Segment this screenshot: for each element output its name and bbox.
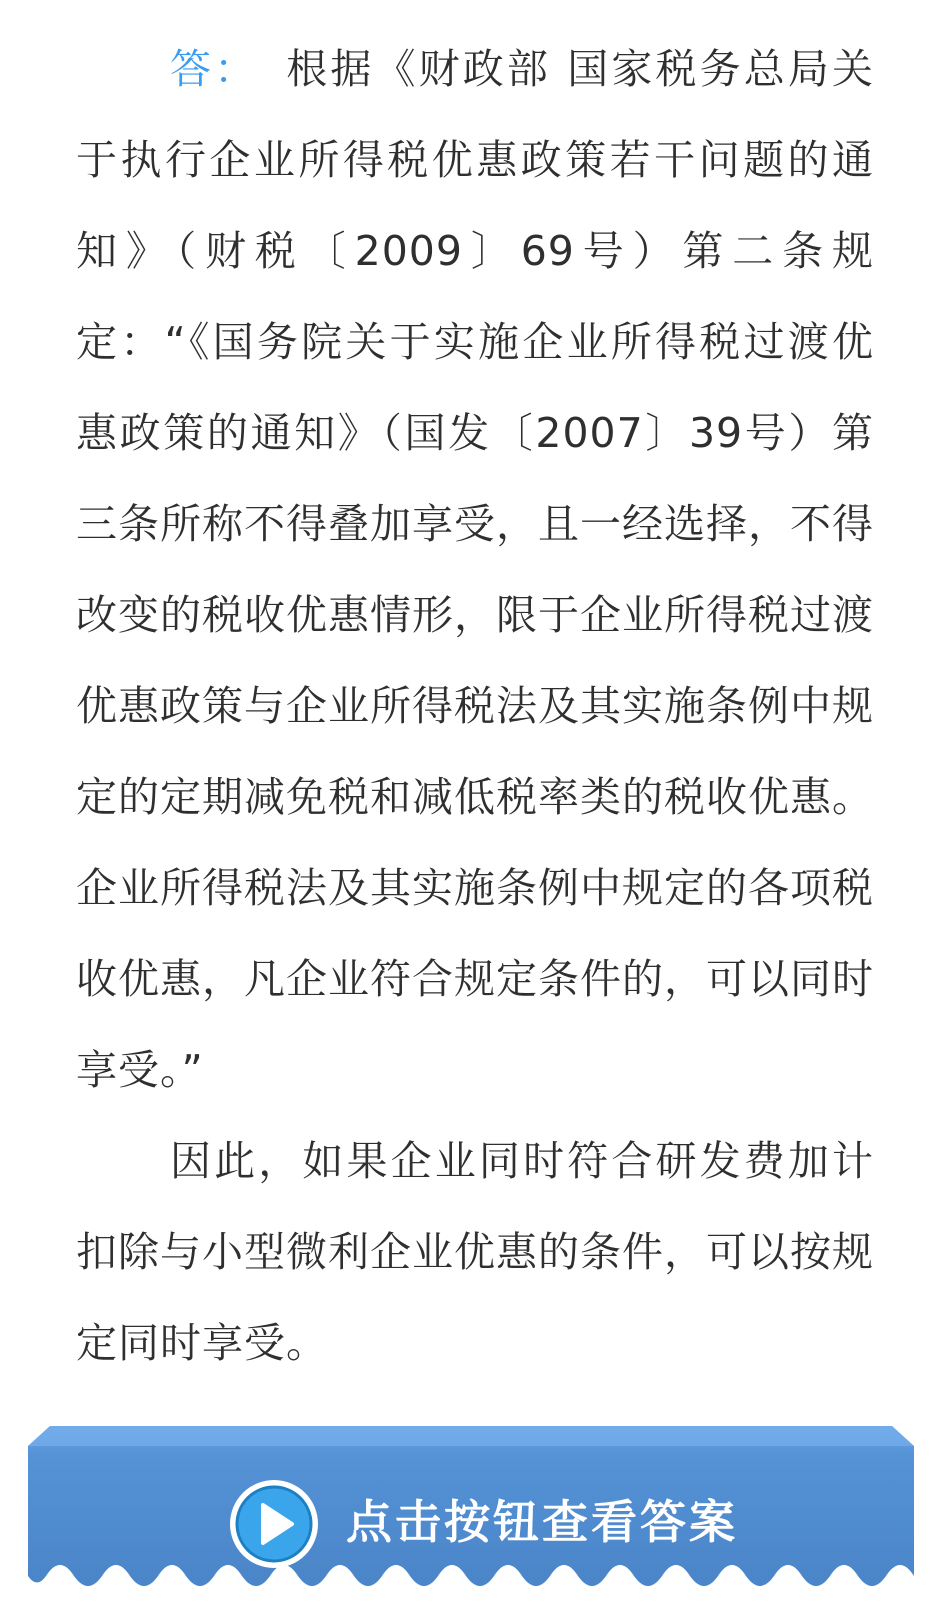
answer-text: 根据《财政部 国家税务总局关于执行企业所得税优惠政策若干问题的通知》（财税〔2009〕69号）第二条规定：“《国务院关于实施企业所得税过渡优惠政策的通知》（国发〔2007〕39号）第三条所称不得叠加享受，且一经选择，不得改变的税收优惠情形，限于企业所得税过渡优惠政策与企业所得税法及其实施条例中规定的定期减免税和减低税率类的税收优惠。企业所得税法及其实施条例中规定的各项税收优惠，凡企业符合规定条件的，可以同时享受。” [76, 45, 874, 1094]
answer-label: 答： [170, 45, 259, 93]
view-answer-button[interactable] [28, 1426, 914, 1616]
article-body [76, 0, 874, 1389]
play-icon [228, 1478, 320, 1570]
view-answer-label: 点击按钮查看答案 [346, 1495, 738, 1549]
conclusion-paragraph: 因此，如果企业同时符合研发费加计扣除与小型微利企业优惠的条件，可以按规定同时享受。 [76, 1137, 874, 1367]
answer-paragraph [76, 0, 874, 1116]
